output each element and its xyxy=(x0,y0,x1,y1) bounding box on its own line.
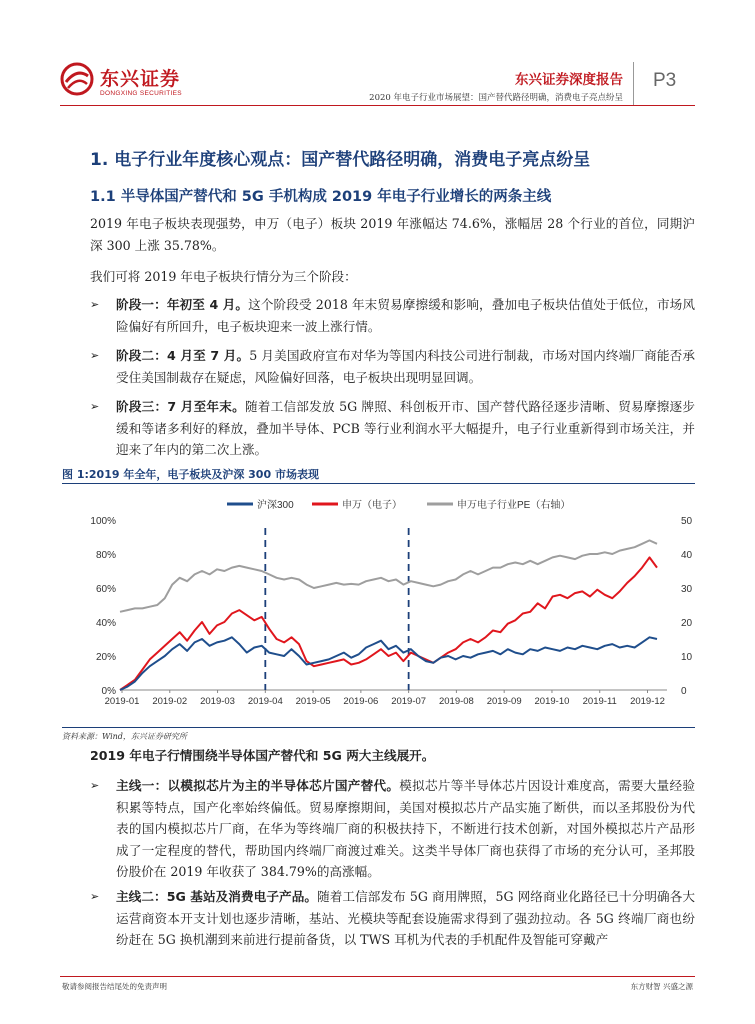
stages-intro-paragraph: 我们可将 2019 年电子板块行情分为三个阶段： xyxy=(90,269,357,284)
y-tick-label: 20% xyxy=(95,652,116,663)
y2-tick-label: 0 xyxy=(681,686,687,697)
source-rule xyxy=(62,727,695,728)
stage-two-title: 阶段二：4 月至 7 月。 xyxy=(116,348,250,363)
report-subtitle: 2020 年电子行业市场展望：国产替代路径明确，消费电子亮点纷呈 xyxy=(369,93,623,103)
x-tick-label: 2019-09 xyxy=(486,696,522,707)
section-heading: 1. 电子行业年度核心观点：国产替代路径明确，消费电子亮点纷呈 xyxy=(90,150,591,170)
arrow-bullet-icon: ➢ xyxy=(90,779,100,792)
arrow-bullet-icon: ➢ xyxy=(90,298,100,311)
main-line-two-text: 随着工信部发布 5G 商用牌照，5G 网络商业化路径已十分明确各大运营商资本开支计划也逐步清晰，基站、光模块等配套设施需求得到了强劲拉动。各 5G 终端厂商也纷纷赶在 5G 换机潮到来前进行提前备货，以 TWS 耳机为代表的手机配件及智能可穿戴产 xyxy=(116,889,696,947)
figure-title: 图 1:2019 年全年，电子板块及沪深 300 市场表现 xyxy=(62,468,319,481)
main-lines-intro: 2019 年电子行情围绕半导体国产替代和 5G 两大主线展开。 xyxy=(90,748,435,763)
y-tick-label: 80% xyxy=(95,550,116,561)
main-line-one-title: 主线一：以模拟芯片为主的半导体芯片国产替代。 xyxy=(116,778,400,793)
arrow-bullet-icon: ➢ xyxy=(90,349,100,362)
legend-label: 申万（电子） xyxy=(342,500,402,511)
series-line-pe xyxy=(120,540,657,611)
chart-plot-area xyxy=(120,528,657,690)
header-rule xyxy=(60,105,695,106)
y-tick-label: 0% xyxy=(101,686,116,697)
legend-label: 沪深300 xyxy=(257,500,294,511)
page-number: P3 xyxy=(653,70,677,91)
logo-english-name: DONGXING SECURITIES xyxy=(100,90,182,97)
x-tick-label: 2019-06 xyxy=(343,696,379,707)
x-tick-label: 2019-12 xyxy=(630,696,665,707)
stage-two-text: 5 月美国政府宣布对华为等国内科技公司进行制裁，市场对国内终端厂商能否承受住美国制裁存在疑虑，风险偏好回落，电子板块出现明显回调。 xyxy=(116,348,695,385)
x-tick-label: 2019-11 xyxy=(582,696,617,707)
logo-chinese-name: 东兴证券 xyxy=(100,68,181,90)
y-tick-label: 40% xyxy=(95,618,116,629)
series-line-csi300 xyxy=(120,637,657,690)
main-line-two-item xyxy=(90,886,695,951)
y-tick-label: 100% xyxy=(90,516,116,527)
stage-three-title: 阶段三：7 月至年末。 xyxy=(116,399,245,414)
stage-two-item xyxy=(90,345,695,388)
stage-one-text: 这个阶段受 2018 年末贸易摩擦缓和影响，叠加电子板块估值处于低位，市场风险偏好有所回升，电子板块迎来一波上涨行情。 xyxy=(116,297,695,334)
subsection-heading: 1.1 半导体国产替代和 5G 手机构成 2019 年电子行业增长的两条主线 xyxy=(90,189,552,205)
y2-tick-label: 20 xyxy=(681,618,693,629)
arrow-bullet-icon: ➢ xyxy=(90,890,100,903)
arrow-bullet-icon: ➢ xyxy=(90,400,100,413)
y2-tick-label: 50 xyxy=(681,516,693,527)
footer-disclaimer: 敬请参阅报告结尾处的免责声明 xyxy=(62,982,167,991)
stage-one-item xyxy=(90,294,695,337)
y2-tick-label: 40 xyxy=(681,550,693,561)
stage-three-text: 随着工信部发放 5G 牌照、科创板开市、国产替代路径逐步清晰、贸易摩擦逐步缓和等诸多利好的释放，叠加半导体、PCB 等行业利润水平大幅提升，电子行业重新得到市场关注，并迎来了年内的第二次上涨。 xyxy=(116,399,695,457)
header-divider xyxy=(633,62,634,106)
market-performance-chart xyxy=(62,487,695,725)
stage-one-title: 阶段一：年初至 4 月。 xyxy=(116,297,249,312)
x-tick-label: 2019-02 xyxy=(152,696,188,707)
y-tick-label: 60% xyxy=(95,584,116,595)
figure-source: 资料来源：Wind，东兴证券研究所 xyxy=(62,732,187,741)
x-tick-label: 2019-03 xyxy=(200,696,235,707)
footer-slogan: 东方财智 兴盛之源 xyxy=(630,982,693,991)
x-tick-label: 2019-05 xyxy=(295,696,331,707)
legend-label: 申万电子行业PE（右轴） xyxy=(457,500,571,511)
y2-tick-label: 10 xyxy=(681,652,693,663)
y2-tick-label: 30 xyxy=(681,584,693,595)
company-logo-icon xyxy=(60,62,94,96)
main-line-one-item xyxy=(90,775,695,883)
report-type: 东兴证券深度报告 xyxy=(515,72,623,88)
x-tick-label: 2019-01 xyxy=(104,696,140,707)
x-tick-label: 2019-07 xyxy=(391,696,427,707)
footer-rule xyxy=(60,976,695,977)
series-line-sw-electronics xyxy=(120,557,657,690)
stage-three-item xyxy=(90,396,695,461)
main-line-one-text: 模拟芯片等半导体芯片因设计难度高，需要大量经验积累等特点，国产化率始终偏低。贸易摩擦期间，美国对模拟芯片产品实施了断供，而以圣邦股份为代表的国内模拟芯片厂商，在华为等终端厂商的积极扶持下，不断进行技术创新，对国外模拟芯片产品形成了一定程度的替代，帮助国内终端厂商渡过难关。这类半导体厂商也获得了市场的充分认可，圣邦股份股价在 2019 年收获了 384.79%的高涨幅。 xyxy=(116,778,696,879)
figure-title-rule xyxy=(62,483,695,484)
main-line-two-title: 主线二：5G 基站及消费电子产品。 xyxy=(116,889,318,904)
chart-axes xyxy=(90,516,692,707)
x-tick-label: 2019-08 xyxy=(438,696,474,707)
x-tick-label: 2019-04 xyxy=(247,696,283,707)
chart-legend xyxy=(227,498,570,511)
x-tick-label: 2019-10 xyxy=(534,696,570,707)
intro-paragraph: 2019 年电子板块表现强势，申万（电子）板块 2019 年涨幅达 74.6%，涨幅居 28 个行业的首位，同期沪深 300 上涨 35.78%。 xyxy=(90,216,695,253)
